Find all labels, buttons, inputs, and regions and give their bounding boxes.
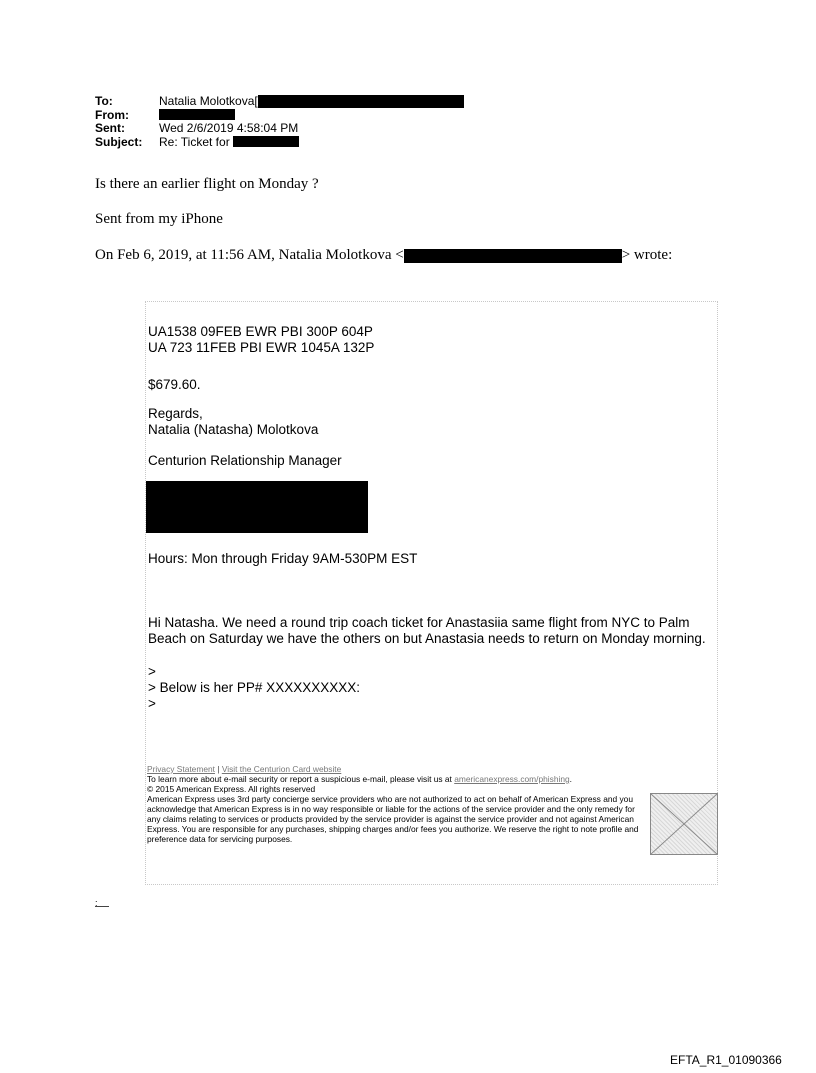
broken-image-placeholder-icon	[650, 793, 718, 855]
page-mark: :	[95, 898, 98, 908]
message-line-sent-from: Sent from my iPhone	[95, 211, 223, 227]
flight-line-1: UA1538 09FEB EWR PBI 300P 604P	[148, 324, 373, 339]
sent-label: Sent:	[95, 121, 125, 135]
contact-redaction	[146, 481, 368, 533]
security-period: .	[569, 774, 572, 784]
flight-line-2: UA 723 11FEB PBI EWR 1045A 132P	[148, 340, 375, 355]
to-row	[95, 95, 464, 109]
privacy-statement-link[interactable]: Privacy Statement	[147, 764, 215, 774]
request-message: Hi Natasha. We need a round trip coach ticket for Anastasiia same flight from NYC to Palm Beach on Saturday we have the others on but Anastasia needs to return on Monday morning.	[148, 615, 706, 646]
subject-label: Subject:	[95, 134, 143, 149]
email-footer	[147, 764, 647, 844]
quote-marker-1: >	[148, 664, 156, 679]
signature-title: Centurion Relationship Manager	[148, 453, 342, 468]
ticket-price: $679.60.	[148, 377, 201, 392]
to-label: To:	[95, 94, 113, 108]
quote-marker-2: >	[148, 696, 156, 711]
subject-redaction	[233, 136, 299, 147]
centurion-website-link[interactable]: Visit the Centurion Card website	[221, 764, 342, 774]
security-text: To learn more about e-mail security or report a suspicious e-mail, please visit us at	[147, 774, 455, 784]
office-hours: Hours: Mon through Friday 9AM-530PM EST	[148, 551, 418, 566]
quote-prefix: On Feb 6, 2019, at 11:56 AM, Natalia Molotkova <	[95, 247, 404, 263]
copyright: © 2015 American Express. All rights reserved	[147, 784, 316, 794]
from-label: From:	[95, 107, 129, 122]
signature-name: Natalia (Natasha) Molotkova	[148, 422, 319, 437]
passport-line: > Below is her PP# XXXXXXXXXX:	[148, 680, 360, 695]
sender-email-redaction	[404, 249, 622, 263]
to-email-redaction	[258, 95, 464, 108]
footer-separator: |	[214, 764, 222, 774]
subject-value: Re: Ticket for	[159, 134, 230, 149]
regards: Regards,	[148, 406, 203, 421]
footer-links	[147, 764, 647, 774]
phishing-link[interactable]: americanexpress.com/phishing	[454, 774, 570, 784]
email-header	[95, 95, 464, 149]
sent-row	[95, 122, 464, 136]
bates-number: EFTA_R1_01090366	[670, 1053, 782, 1067]
quote-attribution	[95, 247, 672, 264]
from-row	[95, 109, 464, 123]
to-value: Natalia Molotkova	[159, 94, 255, 108]
from-redaction	[159, 109, 235, 120]
to-bracket: [	[254, 94, 258, 108]
page-mark-line	[95, 906, 109, 907]
message-line-question: Is there an earlier flight on Monday ?	[95, 176, 319, 192]
security-notice	[147, 774, 647, 784]
quoted-email-card	[145, 301, 718, 885]
subject-row	[95, 136, 464, 150]
sent-value: Wed 2/6/2019 4:58:04 PM	[159, 121, 299, 135]
quote-suffix: > wrote:	[621, 247, 673, 263]
disclaimer: American Express uses 3rd party concierge service providers who are not authorized to act on behalf of American Express and you acknowledge that American Express is in no way responsible or liable for the actions of the service provider and the only remedy for any claims relating to services or products provided by the service provider is against the service provider and not against American Express. You are responsible for any purchases, shipping charges and/or fees you authorize. We reserve the right to note profile and preference data for servicing purposes.	[147, 794, 639, 844]
